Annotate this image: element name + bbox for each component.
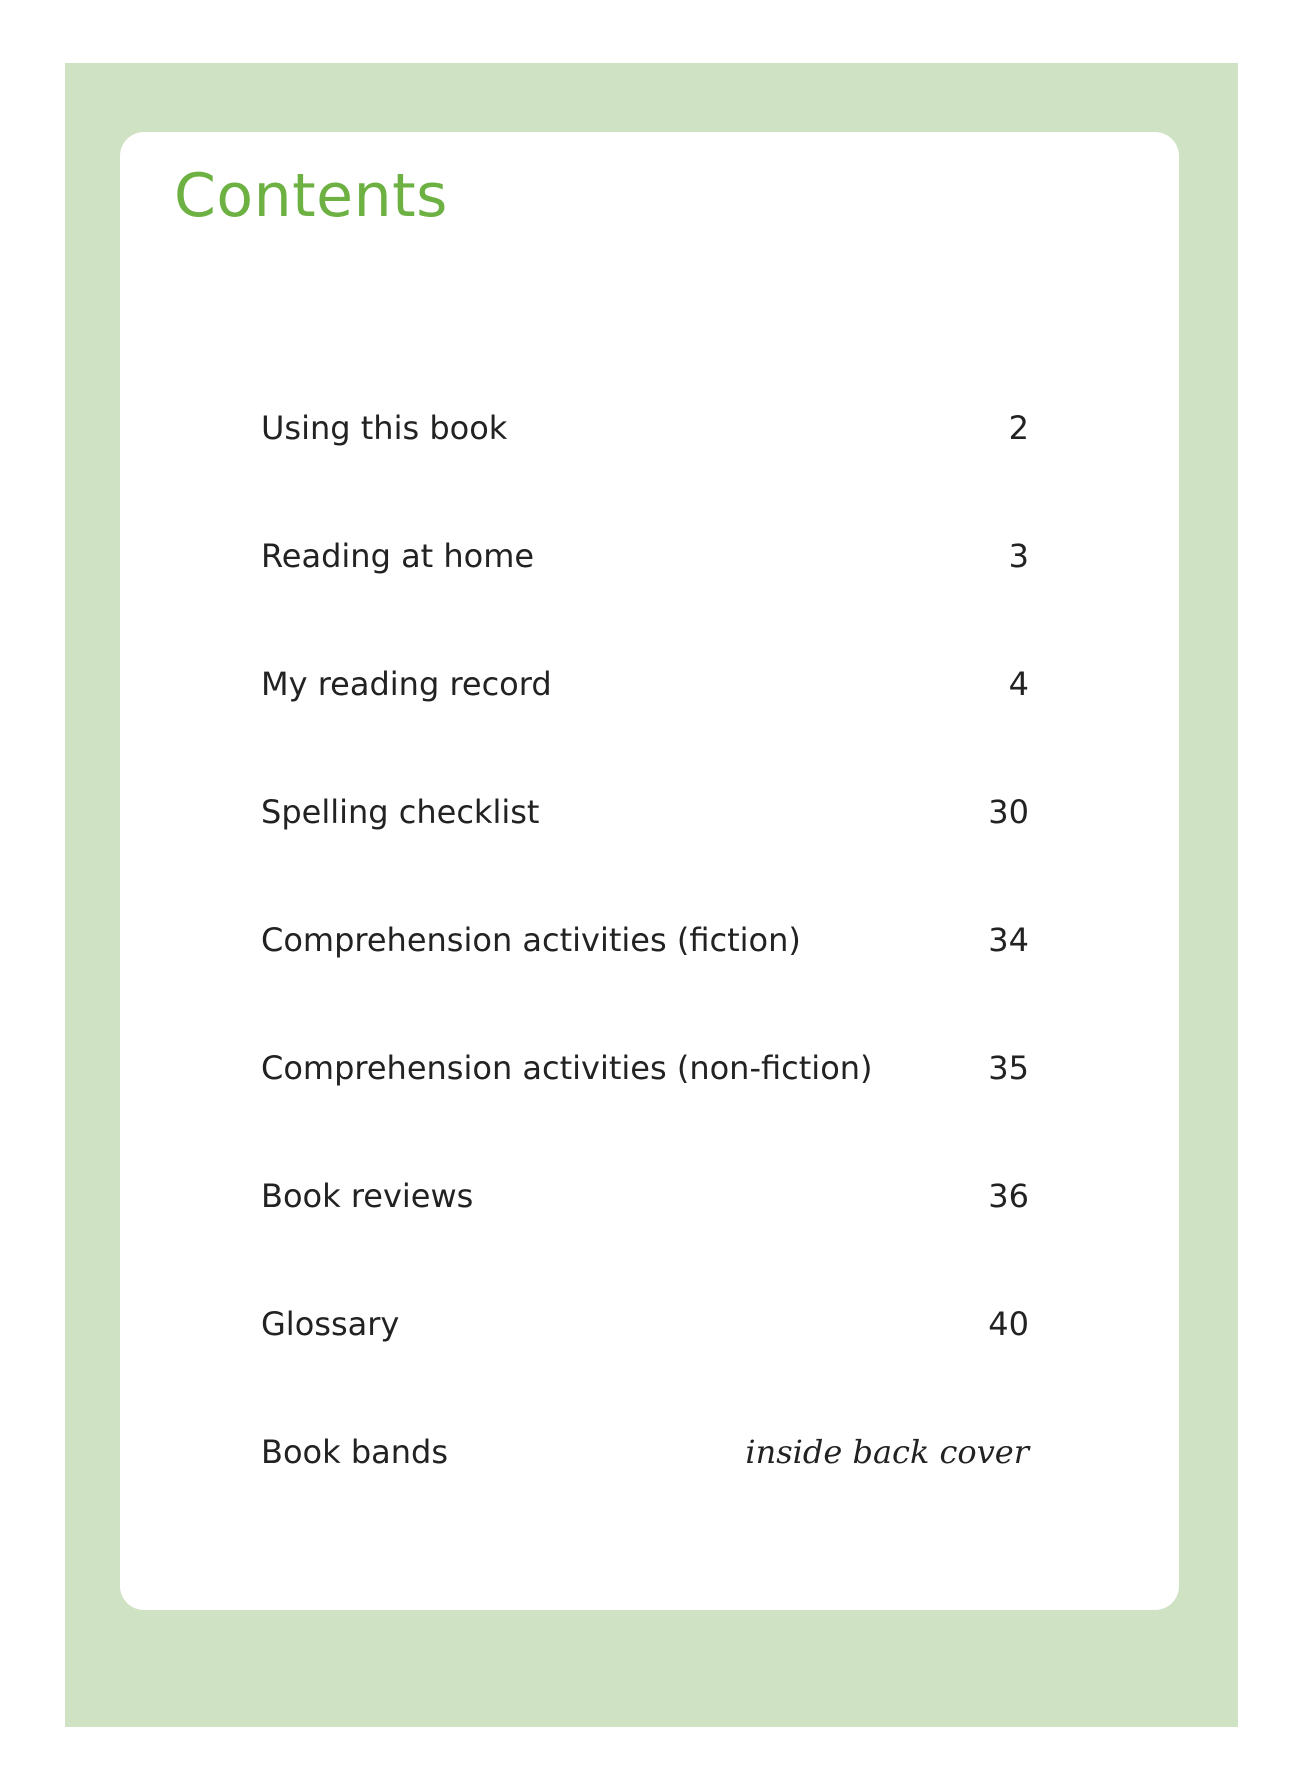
toc-entry-label: Reading at home <box>261 537 535 575</box>
toc-entry-comprehension-non-fiction[interactable] <box>261 1004 1029 1132</box>
toc-entry-label: Using this book <box>261 409 508 447</box>
toc-entry-label: Comprehension activities (fiction) <box>261 921 801 959</box>
toc-entry-page: 34 <box>988 921 1029 959</box>
table-of-contents <box>261 364 1029 1516</box>
toc-entry-glossary[interactable] <box>261 1260 1029 1388</box>
toc-entry-label: Spelling checklist <box>261 793 540 831</box>
page-frame <box>65 63 1238 1727</box>
toc-entry-page: inside back cover <box>745 1433 1029 1471</box>
toc-entry-label: Book bands <box>261 1433 448 1471</box>
toc-entry-reading-at-home[interactable] <box>261 492 1029 620</box>
toc-entry-label: Glossary <box>261 1305 400 1343</box>
toc-entry-label: My reading record <box>261 665 552 703</box>
toc-entry-using-this-book[interactable] <box>261 364 1029 492</box>
toc-entry-comprehension-fiction[interactable] <box>261 876 1029 1004</box>
toc-entry-label: Book reviews <box>261 1177 474 1215</box>
toc-entry-page: 2 <box>1008 409 1029 447</box>
toc-entry-page: 4 <box>1008 665 1029 703</box>
page-title: Contents <box>174 161 448 231</box>
toc-entry-page: 36 <box>988 1177 1029 1215</box>
toc-entry-my-reading-record[interactable] <box>261 620 1029 748</box>
toc-entry-page: 3 <box>1008 537 1029 575</box>
toc-entry-spelling-checklist[interactable] <box>261 748 1029 876</box>
toc-entry-page: 35 <box>988 1049 1029 1087</box>
contents-card <box>120 132 1179 1610</box>
toc-entry-book-bands[interactable] <box>261 1388 1029 1516</box>
toc-entry-book-reviews[interactable] <box>261 1132 1029 1260</box>
toc-entry-page: 30 <box>988 793 1029 831</box>
toc-entry-page: 40 <box>988 1305 1029 1343</box>
toc-entry-label: Comprehension activities (non-fiction) <box>261 1049 873 1087</box>
